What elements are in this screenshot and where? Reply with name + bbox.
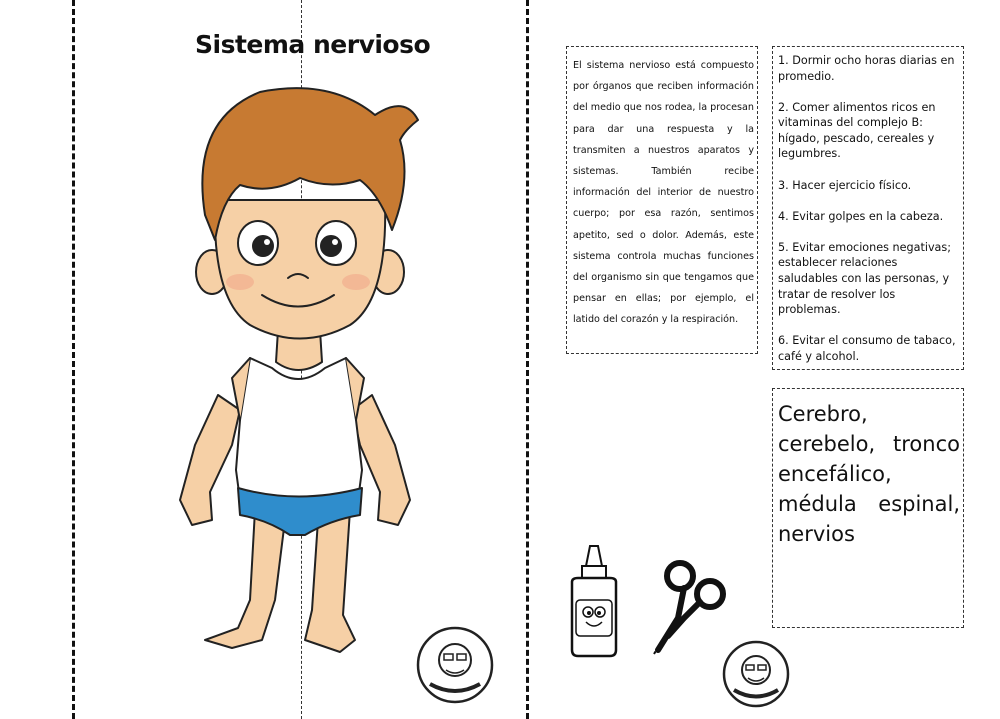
list-item: 1. Dormir ocho horas diarias en promedio. bbox=[778, 54, 955, 83]
list-item: 2. Comer alimentos ricos en vitaminas del complejo B: hígado, pescado, cereales y legumbres. bbox=[778, 100, 936, 161]
description-text: El sistema nervioso está compuesto por órganos que reciben información del medio que nos rodea, la procesan para dar una respuesta y la transmiten a nuestros aparatos y sistemas. También recibe información del interior de nuestro cuerpo; por esa razón, sentimos apetito, sed o dolor. Además, este sistema controla muchas funciones del organismo sin que tengamos que pensar en ellas; por ejemplo, el latido del corazón y la respiración. bbox=[573, 60, 754, 326]
logo-badge bbox=[416, 626, 496, 706]
description-cutout bbox=[566, 46, 758, 354]
care-list-cutout bbox=[772, 46, 964, 370]
list-item: 3. Hacer ejercicio físico. bbox=[778, 178, 912, 192]
list-item: 5. Evitar emociones negativas; establecer relaciones saludables con las personas, y tratar de resolver los problemas. bbox=[778, 240, 952, 317]
organs-cutout bbox=[772, 388, 964, 628]
glue-bottle-icon bbox=[564, 542, 624, 662]
logo-badge-2 bbox=[722, 640, 792, 710]
scissors-icon bbox=[650, 556, 730, 666]
list-item: 4. Evitar golpes en la cabeza. bbox=[778, 209, 944, 223]
list-item: 6. Evitar el consumo de tabaco, café y alcohol. bbox=[778, 334, 956, 363]
page-title: Sistema nervioso bbox=[195, 30, 431, 59]
organs-text: Cerebro, cerebelo, tronco encefálico, médula espinal, nervios bbox=[778, 402, 960, 546]
